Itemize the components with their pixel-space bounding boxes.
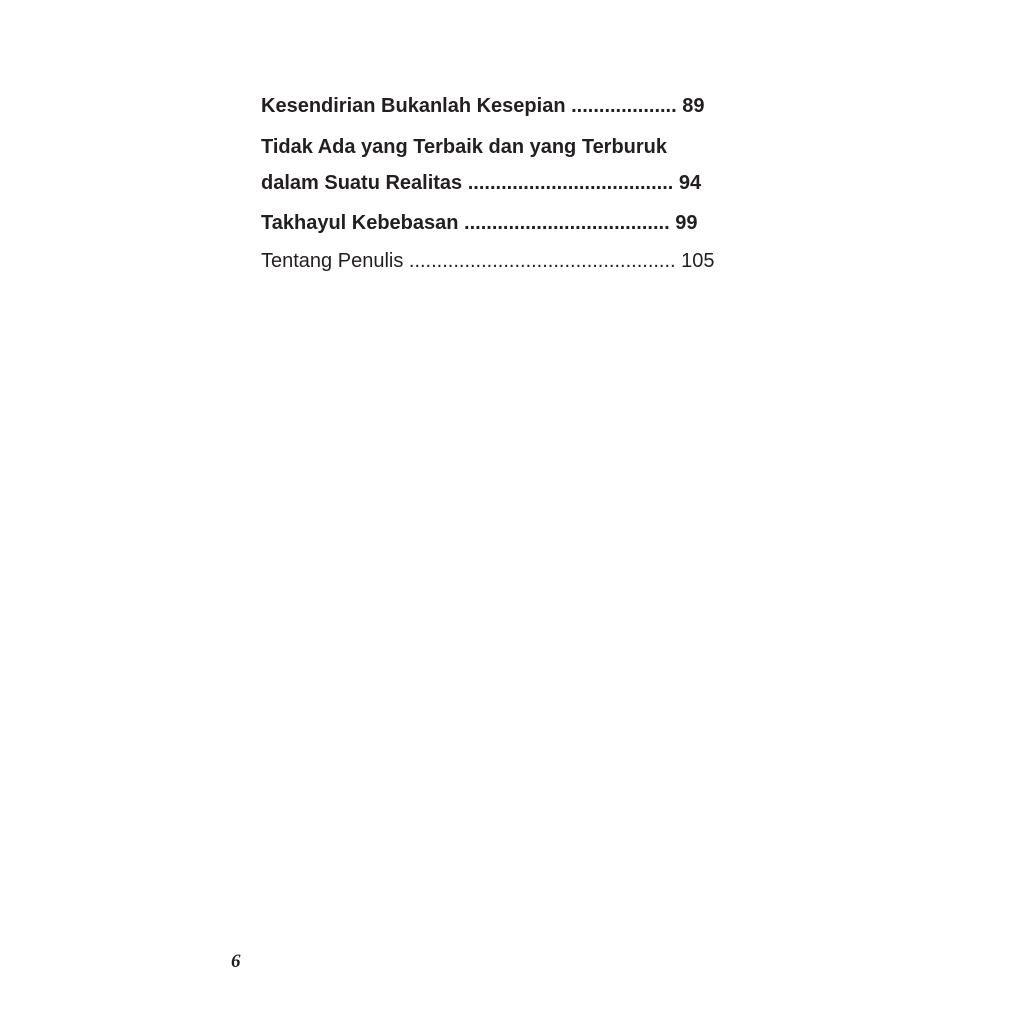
toc-entry-tidak-ada-line-2: dalam Suatu Realitas ..................................... 94 [261,172,702,194]
toc-entry-takhayul: Takhayul Kebebasan ..................................... 99 [261,212,698,234]
page-number: 6 [231,951,241,972]
toc-entry-tentang-penulis: Tentang Penulis ................................................ 105 [261,250,715,272]
toc-entry-tidak-ada-line-1: Tidak Ada yang Terbaik dan yang Terburuk [261,136,668,158]
table-of-contents [261,0,761,300]
toc-entry-kesendirian: Kesendirian Bukanlah Kesepian ................... 89 [261,95,705,117]
